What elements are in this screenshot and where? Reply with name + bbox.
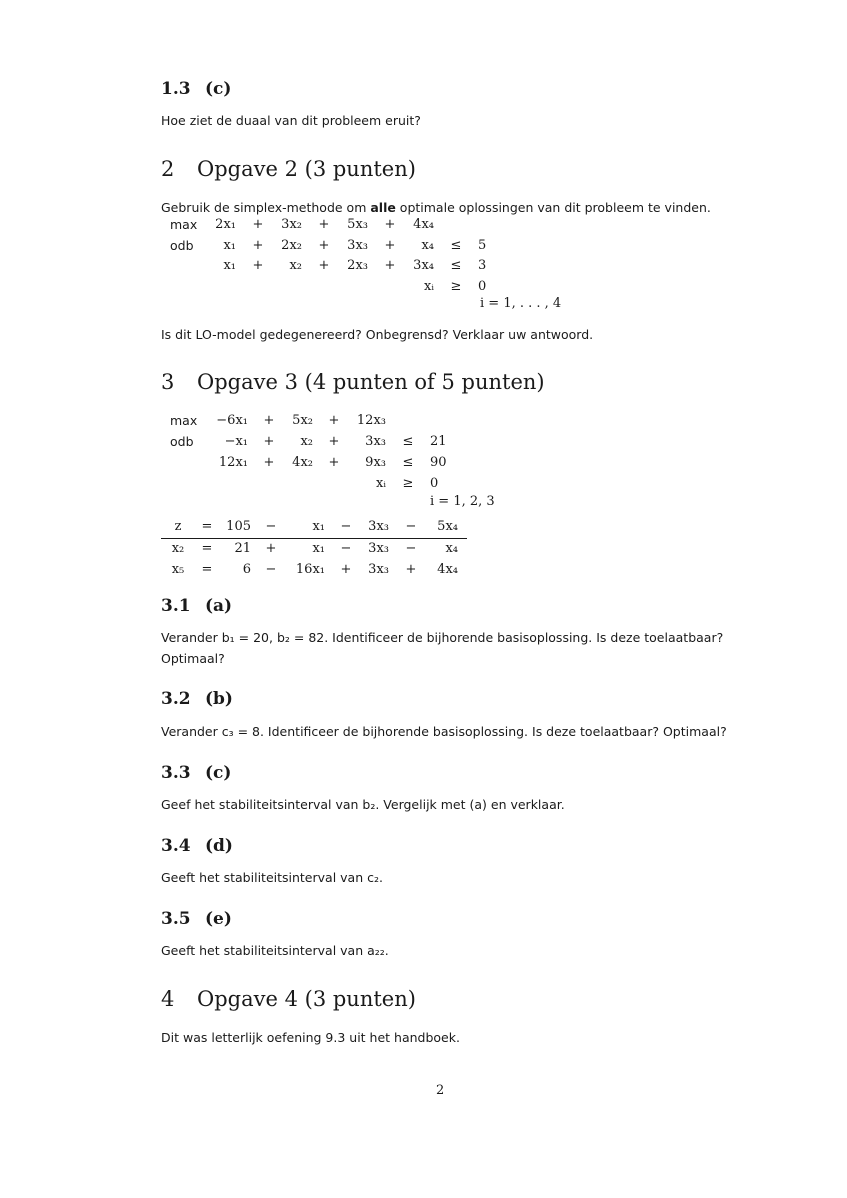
lp3-cell: −x₁ (224, 434, 248, 449)
lp2-cell: 2x₂ (281, 238, 302, 253)
lp3-cell: −6x₁ (216, 413, 248, 428)
section-2-intro (161, 197, 711, 218)
lp2-cell: 3 (478, 258, 487, 273)
lp3-cell: + (263, 455, 275, 470)
lp3-cell: + (263, 434, 275, 449)
dict3-cell: 6 (242, 562, 251, 577)
lp2-cell: x₂ (289, 258, 302, 273)
dict3-cell: − (340, 519, 352, 534)
subsection-3-4-text: Geeft het stabiliteitsinterval van c₂. (161, 870, 383, 885)
lp3-cell: + (328, 455, 340, 470)
lp2-cell: + (252, 258, 264, 273)
dict3-cell: + (340, 562, 352, 577)
lp3-cell: 12x₁ (218, 455, 248, 470)
subsection-3-4-heading (161, 836, 233, 856)
intro-text: Gebruik de simplex-methode om (161, 200, 371, 215)
lp2-cell: 3x₂ (281, 217, 302, 232)
lp2-cell: 2x₃ (347, 258, 368, 273)
subsection-title: (d) (205, 836, 233, 856)
subsection-3-5-heading (161, 909, 232, 929)
lp3-cell: 4x₂ (292, 455, 313, 470)
lp3-cell: ≤ (402, 455, 414, 470)
lp3-cell: + (263, 413, 275, 428)
lp3-cell: 0 (430, 476, 439, 491)
dict3-cell: 5x₄ (437, 519, 458, 534)
subsection-number: 3.1 (161, 596, 191, 616)
subsection-number: 3.2 (161, 689, 191, 709)
dict3-cell: x₂ (171, 541, 185, 556)
lp3-cell: + (328, 434, 340, 449)
section-number: 4 (161, 987, 175, 1011)
lp2-cell: + (318, 258, 330, 273)
dict3-cell: 3x₃ (368, 519, 389, 534)
dict3-cell: − (405, 541, 417, 556)
lp2-cell: 3x₃ (347, 238, 368, 253)
lp3-cell: 5x₂ (292, 413, 313, 428)
dict3-cell: x₁ (312, 541, 325, 556)
lp2-cell: 5 (478, 238, 487, 253)
lp3-cell: 9x₃ (365, 455, 386, 470)
lp3-cell: ≤ (402, 434, 414, 449)
lp2-cell: + (318, 217, 330, 232)
section-title: Opgave 4 (3 punten) (197, 987, 416, 1011)
subsection-number: 3.5 (161, 909, 191, 929)
lp2-cell: + (252, 217, 264, 232)
lp3-cell: 12x₃ (356, 413, 386, 428)
lp3-cell: x₂ (300, 434, 313, 449)
subsection-title: (e) (205, 909, 232, 929)
section-number: 2 (161, 157, 175, 181)
subsection-3-3-heading (161, 763, 231, 783)
lp2-index-range: i = 1, . . . , 4 (480, 296, 562, 311)
subsection-number: 3.4 (161, 836, 191, 856)
lp2-cell: x₁ (223, 258, 236, 273)
section-2-heading (161, 157, 416, 181)
subsection-3-1-heading (161, 596, 232, 616)
dict3-cell: 3x₃ (368, 562, 389, 577)
lp3-cell: 21 (430, 434, 447, 449)
dict3-cell: − (265, 562, 277, 577)
lp3-cell: odb (170, 434, 194, 449)
lp2-cell: 4x₄ (413, 217, 434, 232)
lp3-cell: + (328, 413, 340, 428)
lp2-cell: x₄ (421, 238, 434, 253)
lp3-cell: ≥ (402, 476, 414, 491)
subsection-1-3-text: Hoe ziet de duaal van dit probleem eruit? (161, 113, 421, 128)
dict3-cell: = (201, 519, 213, 534)
dict3-cell: z (174, 519, 182, 534)
dictionary-separator-line (161, 538, 467, 539)
dict3-cell: = (201, 562, 213, 577)
lp2-cell: odb (170, 238, 194, 253)
lp3-index-range: i = 1, 2, 3 (430, 494, 495, 509)
subsection-3-1-text-line1: Verander b₁ = 20, b₂ = 82. Identificeer de bijhorende basisoplossing. Is deze toelaatbaar? (161, 630, 724, 645)
lp2-cell: max (170, 217, 198, 232)
section-title: Opgave 3 (4 punten of 5 punten) (197, 370, 545, 394)
subsection-title: (c) (205, 79, 232, 99)
intro-text-end: optimale oplossingen van dit probleem te vinden. (395, 200, 711, 215)
subsection-title: (a) (205, 596, 233, 616)
lp3-cell: 3x₃ (365, 434, 386, 449)
dict3-cell: 105 (226, 519, 251, 534)
page-number: 2 (436, 1083, 445, 1098)
lp3-cell: 90 (430, 455, 447, 470)
subsection-3-3-text: Geef het stabiliteitsinterval van b₂. Vergelijk met (a) en verklaar. (161, 797, 565, 812)
lp2-cell: 0 (478, 279, 487, 294)
lp3-cell: max (170, 413, 198, 428)
lp2-cell: xᵢ (424, 279, 434, 294)
dict3-cell: − (405, 519, 417, 534)
section-4-text: Dit was letterlijk oefening 9.3 uit het handboek. (161, 1030, 460, 1045)
dict3-cell: 21 (234, 541, 251, 556)
section-4-heading (161, 987, 416, 1011)
dict3-cell: x₁ (312, 519, 325, 534)
lp2-cell: + (384, 238, 396, 253)
lp2-cell: + (384, 258, 396, 273)
subsection-3-1-text-line2: Optimaal? (161, 651, 225, 666)
dict3-cell: + (265, 541, 277, 556)
subsection-3-2-text: Verander c₃ = 8. Identificeer de bijhorende basisoplossing. Is deze toelaatbaar? Optimaal? (161, 724, 727, 739)
intro-bold-word: alle (370, 200, 396, 215)
lp2-cell: 5x₃ (347, 217, 368, 232)
dict3-cell: 16x₁ (295, 562, 325, 577)
lp2-cell: x₁ (223, 238, 236, 253)
lp2-cell: 3x₄ (413, 258, 434, 273)
lp2-cell: + (252, 238, 264, 253)
lp2-cell: 2x₁ (215, 217, 236, 232)
lp2-cell: + (318, 238, 330, 253)
dict3-cell: x₅ (171, 562, 185, 577)
dict3-cell: 4x₄ (437, 562, 458, 577)
lp3-cell: xᵢ (376, 476, 386, 491)
subsection-title: (c) (205, 763, 232, 783)
lp2-cell: ≥ (450, 279, 462, 294)
dict3-cell: + (405, 562, 417, 577)
subsection-3-5-text: Geeft het stabiliteitsinterval van a₂₂. (161, 943, 389, 958)
lp2-cell: ≤ (450, 258, 462, 273)
section-title: Opgave 2 (3 punten) (197, 157, 416, 181)
section-2-question: Is dit LO-model gedegenereerd? Onbegrensd? Verklaar uw antwoord. (161, 327, 594, 342)
subsection-number: 1.3 (161, 79, 191, 99)
dict3-cell: x₄ (445, 541, 458, 556)
dict3-cell: 3x₃ (368, 541, 389, 556)
subsection-3-2-heading (161, 689, 233, 709)
subsection-1-3-heading (161, 79, 231, 99)
dict3-cell: − (265, 519, 277, 534)
subsection-title: (b) (205, 689, 233, 709)
section-3-heading (161, 370, 545, 394)
dict3-cell: − (340, 541, 352, 556)
lp2-cell: + (384, 217, 396, 232)
lp2-cell: ≤ (450, 238, 462, 253)
section-number: 3 (161, 370, 175, 394)
dict3-cell: = (201, 541, 213, 556)
subsection-number: 3.3 (161, 763, 191, 783)
